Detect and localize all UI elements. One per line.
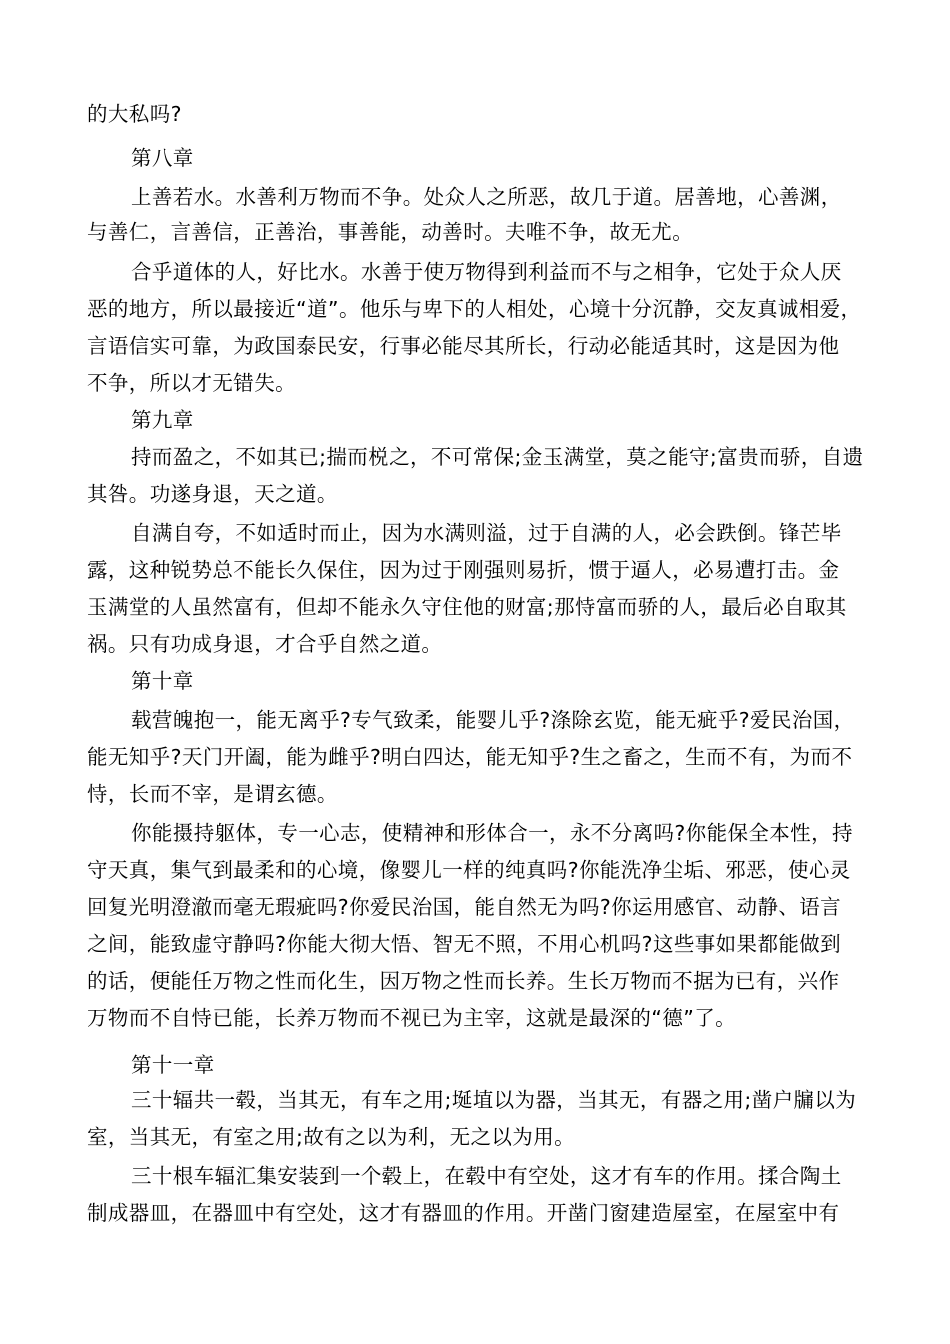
text-line: 你能摄持躯体，专一心志，使精神和形体合一，永不分离吗?你能保全本性，持	[131, 821, 853, 845]
text-line: 载营魄抱一，能无离乎?专气致柔，能婴儿乎?涤除玄览，能无疵乎?爱民治国，	[131, 708, 855, 732]
text-line: 的话，便能任万物之性而化生，因万物之性而长养。生长万物而不据为已有，兴作	[87, 969, 840, 993]
text-line: 恃，长而不宰，是谓玄德。	[87, 782, 338, 806]
text-line: 持而盈之，不如其已;揣而棁之，不可常保;金玉满堂，莫之能守;富贵而骄，自遗	[131, 445, 864, 469]
text-line: 恶的地方，所以最接近“道”。他乐与卑下的人相处，心境十分沉静，交友真诚相爱，	[87, 297, 862, 321]
text-line: 祸。只有功成身退，才合乎自然之道。	[87, 632, 443, 656]
text-line: 不争，所以才无错失。	[87, 371, 296, 395]
text-line: 三十辐共一毂，当其无，有车之用;埏埴以为器，当其无，有器之用;凿户牖以为	[131, 1088, 857, 1112]
text-line: 制成器皿，在器皿中有空处，这才有器皿的作用。开凿门窗建造屋室，在屋室中有	[87, 1201, 840, 1225]
text-line: 能无知乎?天门开阖，能为雌乎?明白四达，能无知乎?生之畜之，生而不有，为而不	[87, 745, 853, 769]
text-line: 之间，能致虚守静吗?你能大彻大悟、智无不照，不用心机吗?这些事如果都能做到	[87, 932, 842, 956]
chapter-heading: 第十章	[131, 669, 194, 693]
text-line: 上善若水。水善利万物而不争。处众人之所恶，故几于道。居善地，心善渊，	[131, 185, 842, 209]
text-line: 万物而不自恃已能，长养万物而不视已为主宰，这就是最深的“德”了。	[87, 1006, 737, 1030]
text-line: 的大私吗?	[87, 102, 182, 126]
text-line: 言语信实可靠，为政国泰民安，行事必能尽其所长，行动必能适其时，这是因为他	[87, 334, 840, 358]
text-line: 与善仁，言善信，正善治，事善能，动善时。夫唯不争，故无尤。	[87, 220, 694, 244]
text-line: 回复光明澄澈而毫无瑕疵吗?你爱民治国，能自然无为吗?你运用感官、动静、语言	[87, 895, 842, 919]
text-line: 室，当其无，有室之用;故有之以为利，无之以为用。	[87, 1125, 576, 1149]
text-line: 守天真，集气到最柔和的心境，像婴儿一样的纯真吗?你能洗净尘垢、邪恶，使心灵	[87, 858, 851, 882]
text-line: 自满自夸，不如适时而止，因为水满则溢，过于自满的人，必会跌倒。锋芒毕	[131, 521, 842, 545]
text-line: 露，这种锐势总不能长久保住，因为过于刚强则易折，惯于逼人，必易遭打击。金	[87, 558, 840, 582]
chapter-heading: 第八章	[131, 146, 194, 170]
text-line: 其咎。功遂身退，天之道。	[87, 482, 338, 506]
text-line: 合乎道体的人，好比水。水善于使万物得到利益而不与之相争，它处于众人厌	[131, 260, 842, 284]
chapter-heading: 第九章	[131, 408, 194, 432]
text-line: 三十根车辐汇集安装到一个毂上，在毂中有空处，这才有车的作用。揉合陶土	[131, 1164, 842, 1188]
chapter-heading: 第十一章	[131, 1053, 215, 1077]
text-line: 玉满堂的人虽然富有，但却不能永久守住他的财富;那恃富而骄的人，最后必自取其	[87, 595, 847, 619]
